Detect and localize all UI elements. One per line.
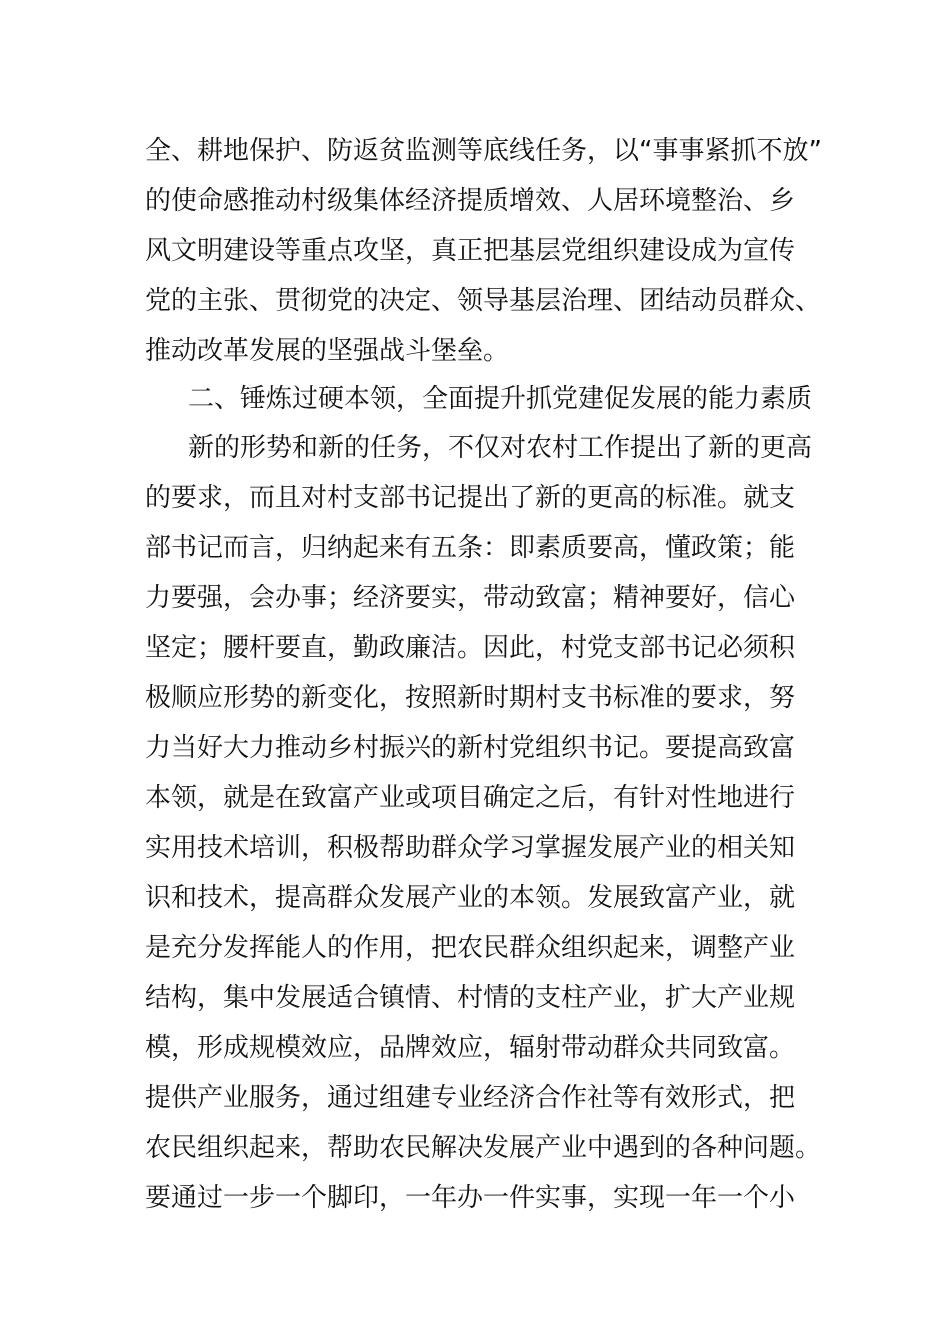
text-line: 是充分发挥能人的作用，把农民群众组织起来，调整产业 (145, 933, 796, 963)
text-line: 力要强，会办事；经济要实，带动致富；精神要好，信心 (145, 583, 796, 613)
text-line: 党的主张、贯彻党的决定、领导基层治理、团结动员群众、 (145, 286, 822, 316)
text-line: 实用技术培训，积极帮助群众学习掌握发展产业的相关知 (145, 833, 796, 863)
text-line: 识和技术，提高群众发展产业的本领。发展致富产业，就 (145, 883, 796, 913)
text-line: 本领，就是在致富产业或项目确定之后，有针对性地进行 (145, 783, 796, 813)
text-line: 推动改革发展的坚强战斗堡垒。 (145, 336, 510, 366)
text-line: 要通过一步一个脚印，一年办一件实事，实现一年一个小 (145, 1183, 796, 1213)
text-line: 的要求，而且对村支部书记提出了新的更高的标准。就支 (145, 483, 796, 513)
text-line: 结构，集中发展适合镇情、村情的支柱产业，扩大产业规 (145, 983, 796, 1013)
text-line: 坚定；腰杆要直，勤政廉洁。因此，村党支部书记必须积 (145, 633, 796, 663)
text-line: 极顺应形势的新变化，按照新时期村支书标准的要求，努 (145, 683, 796, 713)
text-line: 全、耕地保护、防返贫监测等底线任务，以“事事紧抓不放” (145, 136, 822, 166)
text-line: 的使命感推动村级集体经济提质增效、人居环境整治、乡 (145, 186, 796, 216)
text-line: 风文明建设等重点攻坚，真正把基层党组织建设成为宣传 (145, 236, 796, 266)
text-line: 模，形成规模效应，品牌效应，辐射带动群众共同致富。 (145, 1033, 796, 1063)
section-heading: 二、锤炼过硬本领，全面提升抓党建促发展的能力素质 (188, 384, 813, 414)
text-line: 农民组织起来，帮助农民解决发展产业中遇到的各种问题。 (145, 1133, 822, 1163)
text-line: 部书记而言，归纳起来有五条：即素质要高，懂政策；能 (145, 533, 796, 563)
text-line: 提供产业服务，通过组建专业经济合作社等有效形式，把 (145, 1083, 796, 1113)
text-line: 力当好大力推动乡村振兴的新村党组织书记。要提高致富 (145, 733, 796, 763)
text-line: 新的形势和新的任务，不仅对农村工作提出了新的更高 (188, 433, 813, 463)
